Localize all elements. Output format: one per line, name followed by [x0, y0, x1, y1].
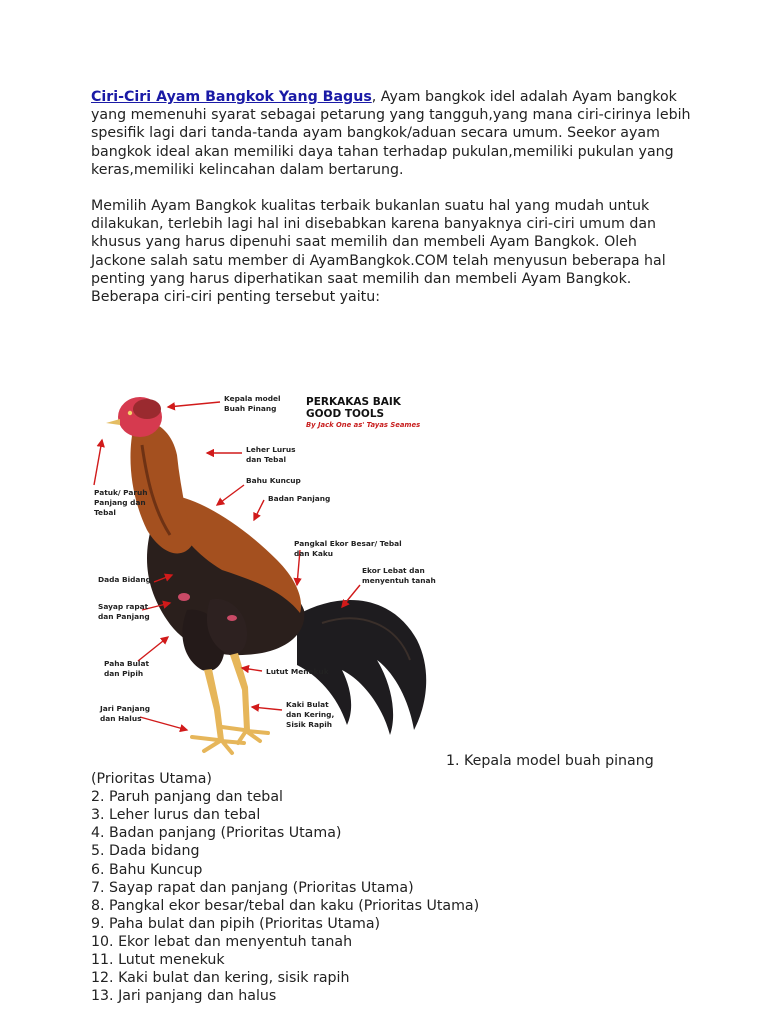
label-paha-2: dan Pipih — [104, 669, 144, 678]
article-title-link[interactable]: Ciri-Ciri Ayam Bangkok Yang Bagus — [91, 89, 372, 105]
arrow-lutut — [242, 668, 262, 671]
arrow-paha — [138, 637, 168, 661]
label-jari-2: dan Halus — [100, 714, 142, 723]
paragraph-choosing: Memilih Ayam Bangkok kualitas terbaik bukanlan suatu hal yang mudah untuk dilakukan, terlebih lagi hal ini disebabkan karena banyaknya ciri-ciri umum dan khusus yang harus dipenuhi saat memilih dan membeli Ayam Bangkok. Oleh Jackone salah satu member di AyamBangkok.COM telah menyusun beberapa hal penting yang harus diperhatikan saat memilih dan membeli Ayam Bangkok. Beberapa ciri-ciri penting tersebut yaitu: — [91, 198, 666, 306]
label-sayap-1: Sayap rapat — [98, 602, 149, 611]
arrow-badan — [254, 500, 264, 520]
label-bahu: Bahu Kuncup — [246, 476, 301, 485]
list-item: (Prioritas Utama) — [91, 771, 212, 788]
label-leher-2: dan Tebal — [246, 455, 286, 464]
list-item: 3. Leher lurus dan tebal — [91, 807, 261, 824]
label-kepala-2: Buah Pinang — [224, 404, 277, 413]
label-pangkal-1: Pangkal Ekor Besar/ Tebal — [294, 539, 402, 548]
list-item: 5. Dada bidang — [91, 843, 200, 860]
list-item: 8. Pangkal ekor besar/tebal dan kaku (Prioritas Utama) — [91, 897, 480, 914]
rooster-diagram — [92, 385, 452, 763]
arrow-jari — [140, 717, 187, 730]
criteria-list — [91, 752, 691, 1005]
label-kaki-1: Kaki Bulat — [286, 700, 329, 709]
label-dada: Dada Bidang — [98, 575, 151, 584]
label-paruh-1: Patuk/ Paruh — [94, 488, 148, 497]
figure-subtitle: By Jack One as' Tayas Seames — [306, 421, 421, 429]
list-item: 7. Sayap rapat dan panjang (Prioritas Utama) — [91, 879, 414, 896]
article-body — [91, 88, 691, 324]
label-ekor-2: menyentuh tanah — [362, 576, 436, 585]
label-kepala-1: Kepala model — [224, 394, 281, 403]
label-paruh-3: Tebal — [94, 508, 116, 517]
list-item: 12. Kaki bulat dan kering, sisik rapih — [91, 970, 350, 987]
rooster-diagram-svg — [92, 385, 452, 763]
label-lutut: Lutut Menekuk — [266, 667, 329, 676]
label-kaki-3: Sisik Rapih — [286, 720, 333, 729]
label-jari-1: Jari Panjang — [100, 704, 151, 713]
list-item: 4. Badan panjang (Prioritas Utama) — [91, 825, 342, 842]
list-item: 2. Paruh panjang dan tebal — [91, 789, 283, 806]
figure-title-1: PERKAKAS BAIK — [306, 396, 401, 408]
list-item: 1. Kepala model buah pinang — [446, 753, 654, 769]
arrow-paruh — [94, 440, 102, 485]
list-item: 11. Lutut menekuk — [91, 952, 225, 969]
list-item: 9. Paha bulat dan pipih (Prioritas Utama) — [91, 915, 381, 932]
label-paha-1: Paha Bulat — [104, 659, 149, 668]
label-pangkal-2: dan Kaku — [294, 549, 334, 558]
label-badan: Badan Panjang — [268, 494, 331, 503]
figure-title-2: GOOD TOOLS — [306, 408, 385, 420]
label-leher-1: Leher Lurus — [246, 445, 296, 454]
label-ekor-1: Ekor Lebat dan — [362, 566, 425, 575]
paragraph-intro — [91, 88, 691, 179]
paragraph-intro-text: , Ayam bangkok idel adalah Ayam bangkok yang memenuhi syarat sebagai petarung yang tangguh,yang mana ciri-cirinya lebih spesifik lagi dari tanda-tanda ayam bangkok/aduan secara umum. Seekor ayam bangkok ideal akan memiliki daya tahan terhadap pukulan,memiliki pukulan yang keras,memiliki kelincahan dalam bertarung. — [91, 89, 691, 178]
arrow-kaki — [252, 707, 282, 710]
arrow-kepala — [168, 402, 220, 407]
list-item: 13. Jari panjang dan halus — [91, 988, 277, 1005]
list-item: 6. Bahu Kuncup — [91, 861, 203, 878]
arrow-bahu — [217, 485, 244, 505]
label-paruh-2: Panjang dan — [94, 498, 146, 507]
list-item: 10. Ekor lebat dan menyentuh tanah — [91, 933, 353, 950]
label-sayap-2: dan Panjang — [98, 612, 150, 621]
label-kaki-2: dan Kering, — [286, 710, 335, 719]
